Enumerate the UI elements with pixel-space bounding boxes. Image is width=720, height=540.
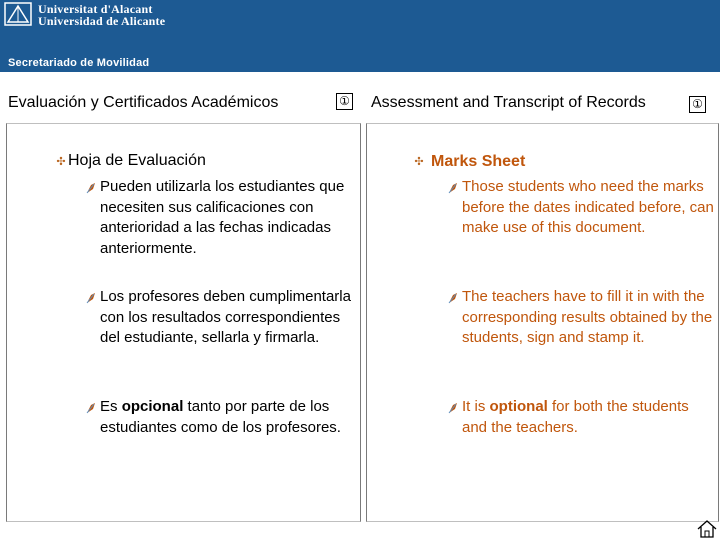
left-item-3-suffix: tanto por parte de los estudiantes como de los profesores. xyxy=(100,398,341,436)
right-item-1: Those students who need the marks before the dates indicated before, can make use of this document. xyxy=(462,178,714,236)
university-logo-icon xyxy=(4,2,32,26)
right-item-3-emphasis: optional xyxy=(489,398,548,415)
right-column-title: Assessment and Transcript of Records xyxy=(371,94,646,111)
info-icon[interactable]: ① xyxy=(336,93,353,110)
arrow-bullet-icon xyxy=(448,182,458,194)
arrow-bullet-icon xyxy=(86,402,96,414)
left-item-3 xyxy=(100,397,355,438)
left-column-title: Evaluación y Certificados Académicos xyxy=(8,94,279,111)
header-band xyxy=(0,0,720,72)
left-item-3-prefix: Es xyxy=(100,398,122,415)
left-item-1: Pueden utilizarla los estudiantes que necesiten sus calificaciones con anterioridad a las fechas indicadas anteriormente. xyxy=(100,178,345,257)
right-heading: Marks Sheet xyxy=(431,153,526,170)
right-item-3-suffix: for both the students and the teachers. xyxy=(462,398,689,436)
arrow-bullet-icon xyxy=(86,182,96,194)
unit-name: Secretariado de Movilidad xyxy=(8,57,150,69)
arrow-bullet-icon xyxy=(448,292,458,304)
left-heading: Hoja de Evaluación xyxy=(68,152,206,169)
info-icon[interactable]: ① xyxy=(689,96,706,113)
home-icon[interactable] xyxy=(696,519,718,539)
right-item-3 xyxy=(462,397,717,438)
university-name-spanish: Universidad de Alicante xyxy=(38,14,166,28)
arrow-bullet-icon xyxy=(86,292,96,304)
arrow-bullet-icon xyxy=(448,402,458,414)
star-bullet-icon: ✣ xyxy=(414,156,424,168)
star-bullet-icon: ✣ xyxy=(56,156,66,168)
right-item-2: The teachers have to fill it in with the corresponding results obtained by the students, sign and stamp it. xyxy=(462,288,713,346)
right-item-3-prefix: It is xyxy=(462,398,490,415)
left-item-3-emphasis: opcional xyxy=(121,398,184,415)
left-item-2: Los profesores deben cumplimentarla con los resultados correspondientes del estudiante, sellarla y firmarla. xyxy=(100,288,351,346)
university-name-valencian: Universitat d'Alacant xyxy=(38,2,153,16)
